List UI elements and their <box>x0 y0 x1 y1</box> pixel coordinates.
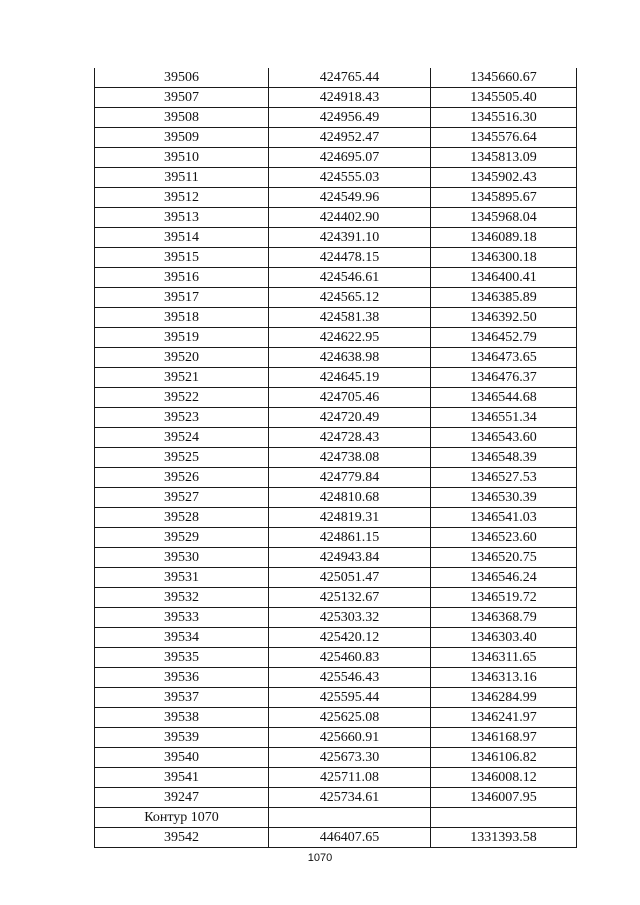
y-coordinate-cell: 1331393.58 <box>431 828 577 848</box>
y-coordinate-cell: 1346530.39 <box>431 488 577 508</box>
table-row <box>95 728 577 748</box>
point-number-cell: 39535 <box>95 648 269 668</box>
table-row <box>95 128 577 148</box>
y-coordinate-cell: 1346452.79 <box>431 328 577 348</box>
point-number-cell: 39529 <box>95 528 269 548</box>
y-coordinate-cell: 1346168.97 <box>431 728 577 748</box>
y-coordinate-cell: 1345660.67 <box>431 68 577 88</box>
table-row <box>95 308 577 328</box>
x-coordinate-cell: 424720.49 <box>269 408 431 428</box>
y-coordinate-cell: 1346546.24 <box>431 568 577 588</box>
x-coordinate-cell: 424478.15 <box>269 248 431 268</box>
table-row <box>95 628 577 648</box>
x-coordinate-cell: 446407.65 <box>269 828 431 848</box>
point-number-cell: 39507 <box>95 88 269 108</box>
point-number-cell: 39537 <box>95 688 269 708</box>
table-row <box>95 348 577 368</box>
x-coordinate-cell: 424546.61 <box>269 268 431 288</box>
x-coordinate-cell: 425673.30 <box>269 748 431 768</box>
x-coordinate-cell: 424810.68 <box>269 488 431 508</box>
table-row <box>95 568 577 588</box>
x-coordinate-cell: 424638.98 <box>269 348 431 368</box>
point-number-cell: 39512 <box>95 188 269 208</box>
y-coordinate-cell: 1345902.43 <box>431 168 577 188</box>
point-number-cell: 39516 <box>95 268 269 288</box>
y-coordinate-cell: 1346519.72 <box>431 588 577 608</box>
x-coordinate-cell: 425660.91 <box>269 728 431 748</box>
point-number-cell: 39524 <box>95 428 269 448</box>
y-coordinate-cell: 1346548.39 <box>431 448 577 468</box>
table-row <box>95 208 577 228</box>
y-coordinate-cell: 1346544.68 <box>431 388 577 408</box>
table-row <box>95 68 577 88</box>
point-number-cell: 39519 <box>95 328 269 348</box>
x-coordinate-cell: 424402.90 <box>269 208 431 228</box>
point-number-cell: 39513 <box>95 208 269 228</box>
point-number-cell: 39520 <box>95 348 269 368</box>
table-row <box>95 528 577 548</box>
table-row <box>95 508 577 528</box>
table-row <box>95 428 577 448</box>
point-number-cell: 39514 <box>95 228 269 248</box>
x-coordinate-cell: 425625.08 <box>269 708 431 728</box>
y-coordinate-cell: 1346473.65 <box>431 348 577 368</box>
table-row <box>95 168 577 188</box>
y-coordinate-cell: 1346523.60 <box>431 528 577 548</box>
point-number-cell: 39515 <box>95 248 269 268</box>
x-coordinate-cell: 424952.47 <box>269 128 431 148</box>
point-number-cell: 39525 <box>95 448 269 468</box>
x-coordinate-cell: 424695.07 <box>269 148 431 168</box>
x-coordinate-cell: 424956.49 <box>269 108 431 128</box>
y-coordinate-cell: 1346106.82 <box>431 748 577 768</box>
coordinates-table-body <box>95 68 577 848</box>
point-number-cell: 39542 <box>95 828 269 848</box>
x-coordinate-cell: 424622.95 <box>269 328 431 348</box>
point-number-cell: 39530 <box>95 548 269 568</box>
table-row <box>95 328 577 348</box>
x-coordinate-cell: 424645.19 <box>269 368 431 388</box>
table-row <box>95 648 577 668</box>
point-number-cell: 39539 <box>95 728 269 748</box>
point-number-cell: 39526 <box>95 468 269 488</box>
y-coordinate-cell: 1346543.60 <box>431 428 577 448</box>
x-coordinate-cell: 424765.44 <box>269 68 431 88</box>
point-number-cell: 39538 <box>95 708 269 728</box>
x-coordinate-cell: 424943.84 <box>269 548 431 568</box>
point-number-cell: 39508 <box>95 108 269 128</box>
x-coordinate-cell: 424581.38 <box>269 308 431 328</box>
x-coordinate-cell: 425734.61 <box>269 788 431 808</box>
table-row <box>95 288 577 308</box>
point-number-cell: 39534 <box>95 628 269 648</box>
x-coordinate-cell: 425303.32 <box>269 608 431 628</box>
x-coordinate-cell: 424779.84 <box>269 468 431 488</box>
x-coordinate-cell <box>269 808 431 828</box>
x-coordinate-cell: 425132.67 <box>269 588 431 608</box>
x-coordinate-cell: 425711.08 <box>269 768 431 788</box>
y-coordinate-cell: 1345968.04 <box>431 208 577 228</box>
x-coordinate-cell: 425460.83 <box>269 648 431 668</box>
y-coordinate-cell: 1346385.89 <box>431 288 577 308</box>
table-row <box>95 88 577 108</box>
table-row <box>95 548 577 568</box>
y-coordinate-cell: 1346007.95 <box>431 788 577 808</box>
x-coordinate-cell: 424549.96 <box>269 188 431 208</box>
page-number: 1070 <box>307 852 333 864</box>
table-row <box>95 688 577 708</box>
y-coordinate-cell: 1346368.79 <box>431 608 577 628</box>
point-number-cell: 39536 <box>95 668 269 688</box>
x-coordinate-cell: 425546.43 <box>269 668 431 688</box>
x-coordinate-cell: 424819.31 <box>269 508 431 528</box>
point-number-cell: 39528 <box>95 508 269 528</box>
point-number-cell: 39517 <box>95 288 269 308</box>
point-number-cell: 39540 <box>95 748 269 768</box>
point-number-cell: 39522 <box>95 388 269 408</box>
table-row <box>95 228 577 248</box>
table-row <box>95 468 577 488</box>
x-coordinate-cell: 425051.47 <box>269 568 431 588</box>
coordinates-table <box>94 68 577 848</box>
point-number-cell: 39247 <box>95 788 269 808</box>
table-row <box>95 788 577 808</box>
point-number-cell: 39511 <box>95 168 269 188</box>
y-coordinate-cell: 1346520.75 <box>431 548 577 568</box>
point-number-cell: 39527 <box>95 488 269 508</box>
point-number-cell: 39521 <box>95 368 269 388</box>
table-row <box>95 448 577 468</box>
y-coordinate-cell: 1346089.18 <box>431 228 577 248</box>
table-row <box>95 248 577 268</box>
y-coordinate-cell: 1346551.34 <box>431 408 577 428</box>
y-coordinate-cell: 1345576.64 <box>431 128 577 148</box>
y-coordinate-cell: 1346392.50 <box>431 308 577 328</box>
y-coordinate-cell: 1346400.41 <box>431 268 577 288</box>
point-number-cell: 39531 <box>95 568 269 588</box>
y-coordinate-cell: 1346241.97 <box>431 708 577 728</box>
table-row <box>95 148 577 168</box>
x-coordinate-cell: 424555.03 <box>269 168 431 188</box>
point-number-cell: 39533 <box>95 608 269 628</box>
point-number-cell: 39532 <box>95 588 269 608</box>
y-coordinate-cell: 1345516.30 <box>431 108 577 128</box>
y-coordinate-cell: 1346300.18 <box>431 248 577 268</box>
x-coordinate-cell: 424705.46 <box>269 388 431 408</box>
table-row <box>95 408 577 428</box>
x-coordinate-cell: 425595.44 <box>269 688 431 708</box>
table-row <box>95 588 577 608</box>
x-coordinate-cell: 424918.43 <box>269 88 431 108</box>
point-number-cell: Контур 1070 <box>95 808 269 828</box>
x-coordinate-cell: 424861.15 <box>269 528 431 548</box>
table-row <box>95 808 577 828</box>
x-coordinate-cell: 425420.12 <box>269 628 431 648</box>
table-row <box>95 368 577 388</box>
table-row <box>95 748 577 768</box>
x-coordinate-cell: 424738.08 <box>269 448 431 468</box>
x-coordinate-cell: 424391.10 <box>269 228 431 248</box>
y-coordinate-cell: 1346303.40 <box>431 628 577 648</box>
point-number-cell: 39518 <box>95 308 269 328</box>
point-number-cell: 39509 <box>95 128 269 148</box>
table-row <box>95 388 577 408</box>
table-row <box>95 188 577 208</box>
table-row <box>95 268 577 288</box>
table-row <box>95 828 577 848</box>
table-row <box>95 608 577 628</box>
y-coordinate-cell: 1346476.37 <box>431 368 577 388</box>
y-coordinate-cell <box>431 808 577 828</box>
y-coordinate-cell: 1346008.12 <box>431 768 577 788</box>
x-coordinate-cell: 424565.12 <box>269 288 431 308</box>
table-row <box>95 668 577 688</box>
y-coordinate-cell: 1345505.40 <box>431 88 577 108</box>
point-number-cell: 39523 <box>95 408 269 428</box>
point-number-cell: 39506 <box>95 68 269 88</box>
y-coordinate-cell: 1345813.09 <box>431 148 577 168</box>
y-coordinate-cell: 1345895.67 <box>431 188 577 208</box>
y-coordinate-cell: 1346541.03 <box>431 508 577 528</box>
table-row <box>95 108 577 128</box>
table-row <box>95 768 577 788</box>
point-number-cell: 39541 <box>95 768 269 788</box>
y-coordinate-cell: 1346313.16 <box>431 668 577 688</box>
y-coordinate-cell: 1346311.65 <box>431 648 577 668</box>
table-row <box>95 488 577 508</box>
table-row <box>95 708 577 728</box>
point-number-cell: 39510 <box>95 148 269 168</box>
x-coordinate-cell: 424728.43 <box>269 428 431 448</box>
y-coordinate-cell: 1346284.99 <box>431 688 577 708</box>
y-coordinate-cell: 1346527.53 <box>431 468 577 488</box>
